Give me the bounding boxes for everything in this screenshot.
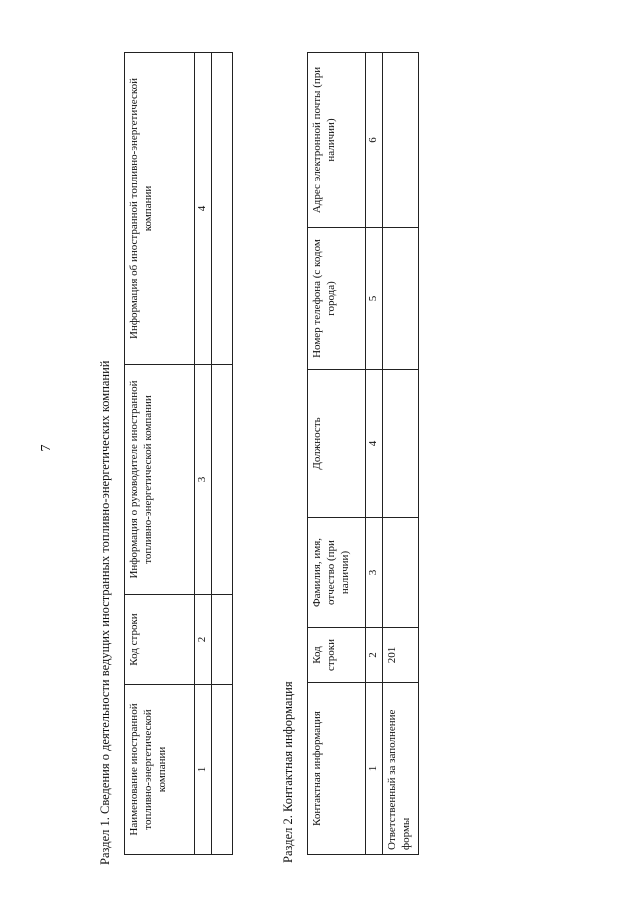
s1-colnum-3: 3 xyxy=(195,365,212,595)
s1-cell-company-name xyxy=(212,685,233,855)
s2-header-email: Адрес электронной почты (при наличии) xyxy=(308,53,366,228)
s2-colnum-2: 2 xyxy=(366,628,383,683)
s2-colnum-1: 1 xyxy=(366,683,383,855)
s2-cell-email xyxy=(383,53,419,228)
s1-colnum-2: 2 xyxy=(195,595,212,685)
s2-header-position: Должность xyxy=(308,370,366,518)
s1-colnum-1: 1 xyxy=(195,685,212,855)
section1-table xyxy=(124,52,233,855)
s1-header-head-info: Информация о руководителе иностранной топливно-энергетической компании xyxy=(125,365,195,595)
s1-colnum-4: 4 xyxy=(195,53,212,365)
page-number: 7 xyxy=(39,444,54,452)
s2-header-contact-info: Контактная информация xyxy=(308,683,366,855)
s2-header-phone: Номер телефона (с кодом города) xyxy=(308,228,366,370)
s2-colnum-3: 3 xyxy=(366,518,383,628)
s2-colnum-6: 6 xyxy=(366,53,383,228)
s2-cell-full-name xyxy=(383,518,419,628)
section2-table xyxy=(307,52,419,855)
s1-header-company-name: Наименование иностранной топливно-энергетической компании xyxy=(125,685,195,855)
s1-cell-head-info xyxy=(212,365,233,595)
s2-row-responsible-label: Ответственный за заполнение формы xyxy=(383,683,419,855)
section1-title: Раздел 1. Сведения о деятельности ведущих иностранных топливно-энергетических компаний xyxy=(98,360,112,865)
s2-header-full-name: Фамилия, имя, отчество (при наличии) xyxy=(308,518,366,628)
s1-header-row-code: Код строки xyxy=(125,595,195,685)
s2-colnum-4: 4 xyxy=(366,370,383,518)
s2-colnum-5: 5 xyxy=(366,228,383,370)
s1-header-company-info: Информация об иностранной топливно-энергетической компании xyxy=(125,53,195,365)
s2-cell-phone xyxy=(383,228,419,370)
s2-row-code: 201 xyxy=(383,628,419,683)
s2-cell-position xyxy=(383,370,419,518)
s1-cell-company-info xyxy=(212,53,233,365)
s2-header-row-code: Код строки xyxy=(308,628,366,683)
section2-title: Раздел 2. Контактная информация xyxy=(281,681,295,863)
s1-cell-row-code xyxy=(212,595,233,685)
